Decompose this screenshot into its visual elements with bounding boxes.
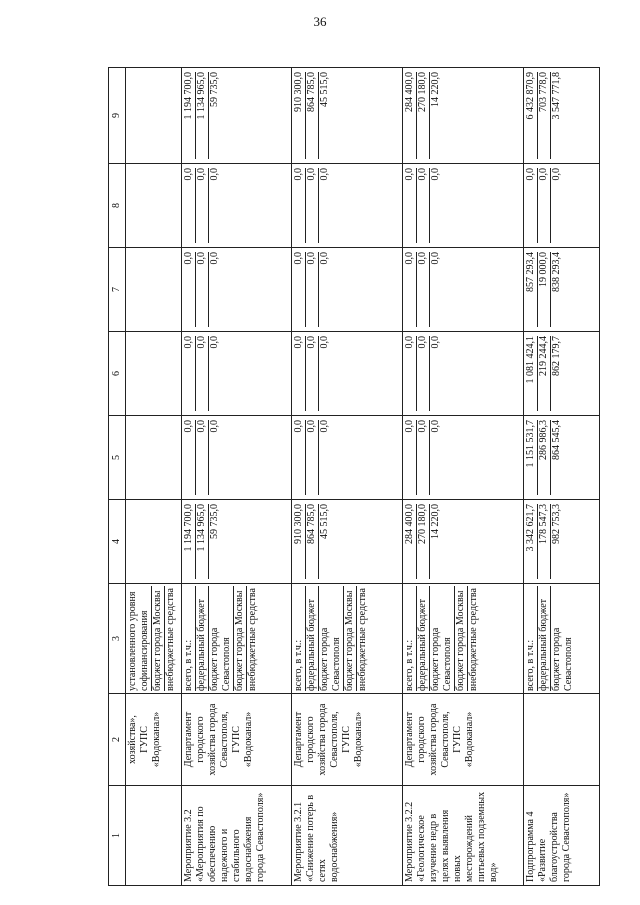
amount-value: 0,0 <box>430 168 442 181</box>
amount-value: 219 244,4 <box>538 336 551 411</box>
funding-source: бюджет города Москвы <box>234 586 247 691</box>
amount-value: 0,0 <box>208 252 220 265</box>
amount-value: 0,0 <box>319 336 331 349</box>
amount-value: 0,0 <box>208 336 220 349</box>
rotated-table-container <box>108 68 600 886</box>
col-header: 5 <box>109 416 126 500</box>
executor-line: Севастополя, <box>218 711 230 768</box>
col-header: 3 <box>109 584 126 694</box>
amount-cell <box>181 248 292 332</box>
amount-cell <box>126 500 181 584</box>
col-header: 9 <box>109 68 126 164</box>
executor-line: городского <box>416 716 428 763</box>
amount-cell <box>524 500 600 584</box>
executor-cell <box>403 694 524 786</box>
table-row <box>126 68 181 886</box>
amount-value: 0,0 <box>208 168 220 181</box>
measure-name-cell <box>403 786 524 886</box>
funding-source: федеральный бюджет <box>306 586 319 691</box>
page-number: 36 <box>313 14 327 29</box>
amount-value: 0,0 <box>404 336 417 411</box>
amount-cell <box>403 164 524 248</box>
amount-cell <box>524 416 600 500</box>
amount-value: 284 400,0 <box>404 504 417 579</box>
amount-cell <box>403 416 524 500</box>
amount-cell <box>181 68 292 164</box>
executor-line: «Водоканал» <box>151 711 163 768</box>
amount-value: 0,0 <box>551 168 563 181</box>
col-header: 1 <box>109 786 126 886</box>
col-header: 8 <box>109 164 126 248</box>
executor-line: Севастополя, <box>329 711 341 768</box>
funding-source: всего, в т.ч.: <box>293 586 306 691</box>
amount-cell <box>403 500 524 584</box>
funding-source: федеральный бюджет <box>538 586 551 691</box>
amount-value: 0,0 <box>417 252 430 327</box>
funding-source: внебюджетные средства <box>246 588 258 691</box>
amount-value: 910 300,0 <box>293 72 306 159</box>
amount-cell <box>292 248 403 332</box>
amount-value: 0,0 <box>293 336 306 411</box>
funding-source: федеральный бюджет <box>417 586 430 691</box>
amount-cell <box>126 164 181 248</box>
amount-value: 0,0 <box>293 252 306 327</box>
amount-cell <box>181 164 292 248</box>
amount-value: 45 515,0 <box>319 504 331 539</box>
col-header: 7 <box>109 248 126 332</box>
funding-source: бюджет города Москвы <box>455 586 468 691</box>
amount-cell <box>292 332 403 416</box>
amount-value: 0,0 <box>196 252 209 327</box>
amount-cell <box>292 416 403 500</box>
executor-line: ГУПС <box>341 726 353 753</box>
measure-name-cell <box>181 786 292 886</box>
measure-name: Мероприятие 3.2.2 «Геологическое изучение недр в целях выявления новых месторождений питьевых подземных вод» <box>404 791 500 882</box>
amount-value: 0,0 <box>196 336 209 411</box>
executor-line: ГУПС <box>139 726 151 753</box>
amount-value: 838 293,4 <box>551 252 563 292</box>
amount-value: 59 735,0 <box>208 504 220 539</box>
amount-value: 284 400,0 <box>404 72 417 159</box>
col-header: 6 <box>109 332 126 416</box>
amount-value: 864 785,0 <box>306 504 319 579</box>
amount-value: 270 180,0 <box>417 72 430 159</box>
amount-value: 3 342 621,7 <box>525 504 538 579</box>
funding-source: установленного уровня софинансирования <box>127 586 152 691</box>
header-row <box>109 68 126 886</box>
amount-value: 19 000,0 <box>538 252 551 327</box>
executor-line: «Водоканал» <box>242 711 254 768</box>
measure-name: Подпрограмма 4 «Развитие благоустройства города Севастополя» <box>525 792 573 882</box>
amount-cell <box>181 416 292 500</box>
measure-name-cell <box>292 786 403 886</box>
measure-name-cell <box>126 786 181 886</box>
col-header: 2 <box>109 694 126 786</box>
table-row <box>181 68 292 886</box>
amount-value: 910 300,0 <box>293 504 306 579</box>
funding-source: внебюджетные средства <box>468 588 480 691</box>
col-header: 4 <box>109 500 126 584</box>
executor-cell <box>292 694 403 786</box>
funding-source-cell <box>126 584 181 694</box>
executor-line: Департамент <box>182 711 194 768</box>
amount-value: 982 753,3 <box>551 504 563 544</box>
executor-line: «Водоканал» <box>353 711 365 768</box>
funding-source: всего, в т.ч.: <box>404 586 417 691</box>
amount-value: 6 432 870,9 <box>525 72 538 159</box>
financing-table <box>108 67 600 886</box>
amount-cell <box>126 68 181 164</box>
amount-cell <box>403 332 524 416</box>
amount-value: 0,0 <box>417 420 430 495</box>
funding-source: бюджет города Москвы <box>344 586 357 691</box>
executor-line: хозяйства», <box>127 715 139 764</box>
executor-line: Департамент <box>404 711 416 768</box>
table-body <box>126 68 600 886</box>
amount-value: 3 547 771,8 <box>551 72 563 120</box>
amount-value: 0,0 <box>306 168 319 243</box>
amount-value: 0,0 <box>306 336 319 411</box>
executor-line: хозяйства города <box>206 703 218 776</box>
amount-value: 0,0 <box>183 336 196 411</box>
amount-value: 0,0 <box>306 252 319 327</box>
amount-value: 864 545,4 <box>551 420 563 460</box>
amount-value: 0,0 <box>404 168 417 243</box>
funding-source: всего, в т.ч.: <box>183 586 196 691</box>
amount-cell <box>524 248 600 332</box>
measure-name: Мероприятие 3.2 «Мероприятия по обеспечению надежного и стабильного водоснабжения города Севастополя» <box>182 792 266 882</box>
amount-value: 14 220,0 <box>430 72 442 107</box>
amount-value: 0,0 <box>208 420 220 433</box>
amount-value: 1 134 965,0 <box>196 504 209 579</box>
measure-name: Мероприятие 3.2.1 «Снижение потерь в сетях водоснабжения» <box>293 794 341 882</box>
table-row <box>292 68 403 886</box>
amount-value: 1 194 700,0 <box>183 504 196 579</box>
funding-source-cell <box>292 584 403 694</box>
executor-cell <box>524 694 600 786</box>
amount-value: 0,0 <box>196 168 209 243</box>
amount-cell <box>524 332 600 416</box>
executor-line: городского <box>305 716 317 763</box>
amount-cell <box>524 68 600 164</box>
amount-value: 0,0 <box>538 168 551 243</box>
executor-line: Департамент <box>293 711 305 768</box>
amount-value: 0,0 <box>196 420 209 495</box>
amount-value: 1 151 531,7 <box>525 420 538 495</box>
amount-value: 0,0 <box>430 252 442 265</box>
executor-line: «Водоканал» <box>464 711 476 768</box>
amount-value: 178 547,3 <box>538 504 551 579</box>
funding-source: бюджет города Севастополя <box>430 586 455 691</box>
amount-cell <box>403 68 524 164</box>
funding-source: бюджет города Севастополя <box>319 586 344 691</box>
measure-name-cell <box>524 786 600 886</box>
executor-line: хозяйства города <box>428 703 440 776</box>
amount-cell <box>292 164 403 248</box>
amount-value: 45 515,0 <box>319 72 331 107</box>
funding-source: федеральный бюджет <box>196 586 209 691</box>
amount-value: 857 293,4 <box>525 252 538 327</box>
amount-value: 1 081 424,1 <box>525 336 538 411</box>
executor-line: городского <box>194 716 206 763</box>
amount-value: 862 179,7 <box>551 336 563 376</box>
funding-source-cell <box>524 584 600 694</box>
amount-value: 14 220,0 <box>430 504 442 539</box>
amount-value: 0,0 <box>525 168 538 243</box>
amount-value: 0,0 <box>417 168 430 243</box>
table-row <box>524 68 600 886</box>
amount-cell <box>126 332 181 416</box>
amount-cell <box>126 248 181 332</box>
amount-value: 0,0 <box>417 336 430 411</box>
table-row <box>403 68 524 886</box>
executor-line: ГУПС <box>452 726 464 753</box>
amount-value: 0,0 <box>293 420 306 495</box>
amount-cell <box>292 68 403 164</box>
amount-value: 703 778,0 <box>538 72 551 159</box>
executor-cell <box>181 694 292 786</box>
funding-source: бюджет города Севастополя <box>209 586 234 691</box>
amount-value: 0,0 <box>404 420 417 495</box>
funding-source: внебюджетные средства <box>357 588 369 691</box>
funding-source: бюджет города Москвы <box>152 586 165 691</box>
funding-source-cell <box>403 584 524 694</box>
funding-source: бюджет города Севастополя <box>551 627 575 691</box>
amount-value: 1 134 965,0 <box>196 72 209 159</box>
funding-source: всего, в т.ч.: <box>525 586 538 691</box>
funding-source-cell <box>181 584 292 694</box>
amount-value: 0,0 <box>430 336 442 349</box>
executor-line: хозяйства города <box>317 703 329 776</box>
amount-cell <box>181 500 292 584</box>
executor-cell <box>126 694 181 786</box>
amount-cell <box>181 332 292 416</box>
amount-value: 59 735,0 <box>208 72 220 107</box>
amount-cell <box>126 416 181 500</box>
executor-line: ГУПС <box>230 726 242 753</box>
amount-value: 0,0 <box>319 252 331 265</box>
amount-value: 286 986,3 <box>538 420 551 495</box>
amount-value: 270 180,0 <box>417 504 430 579</box>
amount-value: 0,0 <box>183 168 196 243</box>
amount-cell <box>403 248 524 332</box>
amount-value: 0,0 <box>430 420 442 433</box>
amount-value: 0,0 <box>183 252 196 327</box>
amount-value: 1 194 700,0 <box>183 72 196 159</box>
amount-value: 0,0 <box>183 420 196 495</box>
amount-value: 0,0 <box>404 252 417 327</box>
amount-value: 0,0 <box>306 420 319 495</box>
amount-value: 0,0 <box>293 168 306 243</box>
amount-value: 0,0 <box>319 168 331 181</box>
amount-value: 0,0 <box>319 420 331 433</box>
amount-value: 864 785,0 <box>306 72 319 159</box>
amount-cell <box>524 164 600 248</box>
amount-cell <box>292 500 403 584</box>
executor-line: Севастополя, <box>440 711 452 768</box>
funding-source: внебюджетные средства <box>165 588 177 691</box>
